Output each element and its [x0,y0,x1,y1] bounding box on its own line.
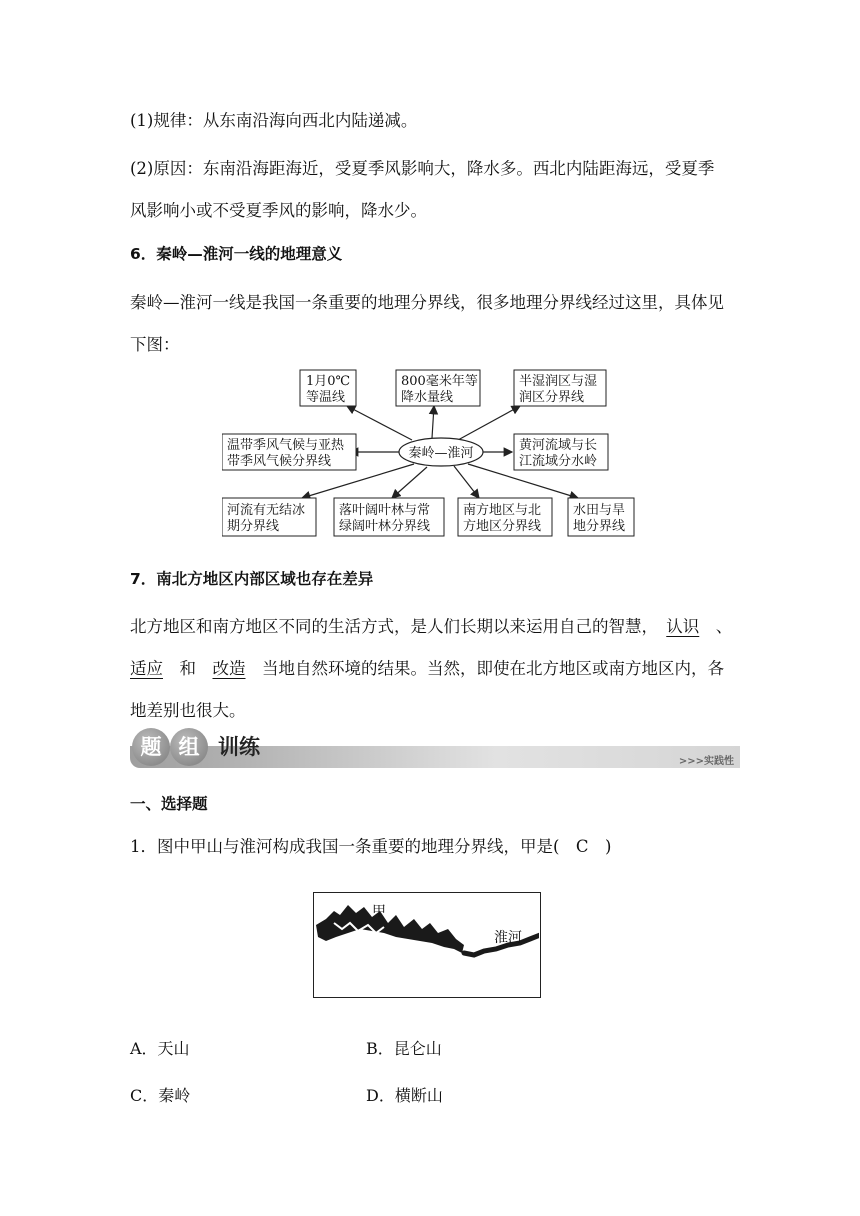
svg-text:800毫米年等: 800毫米年等 [401,374,478,389]
option-d[interactable]: D．横断山 [366,1086,443,1105]
banner-tag: >>>实践性 [678,756,734,767]
box-freezing [222,498,316,536]
svg-text:黄河流域与长: 黄河流域与长 [519,438,598,453]
svg-text:温带季风气候与亚热: 温带季风气候与亚热 [227,438,345,453]
svg-text:等温线: 等温线 [306,390,346,405]
exercise-type-heading: 一、选择题 [130,795,208,813]
rule-text: (1)规律：从东南沿海向西北内陆递减。 [130,111,418,130]
blank-recognize: 认识 [666,617,700,636]
banner-badge: 组 [170,728,208,766]
svg-text:水田与旱: 水田与旱 [573,503,626,518]
section7-heading: 7．南北方地区内部区域也存在差异 [130,570,374,588]
box-watershed [514,434,608,470]
box-precipitation [396,370,480,406]
blank-transform: 改造 [212,659,246,678]
blank-adapt: 适应 [130,659,163,678]
box-humidity [514,370,606,406]
box-region [458,498,552,536]
banner-badge: 题 [132,728,170,766]
box-forest [334,498,444,536]
center-label: 秦岭—淮河 [408,446,474,461]
boundary-diagram [222,364,642,540]
box-climate [222,434,356,470]
svg-text:润区分界线: 润区分界线 [519,390,585,405]
river-label: 淮河 [494,930,522,946]
svg-text:河流有无结冰: 河流有无结冰 [227,503,306,518]
mountain-label: 甲 [372,904,386,920]
box-isotherm [300,370,356,406]
section6-text: 秦岭—淮河一线是我国一条重要的地理分界线，很多地理分界线经过这里，具体见下图： [130,293,724,354]
svg-text:半湿润区与湿: 半湿润区与湿 [519,374,598,389]
section6-heading: 6．秦岭—淮河一线的地理意义 [130,245,343,263]
option-a[interactable]: A．天山 [130,1039,190,1058]
svg-text:1月0℃: 1月0℃ [306,374,351,389]
svg-text:南方地区与北: 南方地区与北 [463,503,542,518]
section-banner [130,724,740,770]
option-c[interactable]: C．秦岭 [130,1086,191,1105]
section7-text: 北方地区和南方地区不同的生活方式，是人们长期以来运用自己的智慧， 认识 、 适应 和 改造 当地自然环境的结果。当然，即使在北方地区或南方地区内，各地差别也很大。 [130,617,724,720]
svg-text:期分界线: 期分界线 [227,519,280,534]
svg-text:江流域分水岭: 江流域分水岭 [519,454,598,469]
banner-title: 训练 [218,735,260,759]
option-b[interactable]: B．昆仑山 [366,1039,442,1058]
reason-text: (2)原因：东南沿海距海近，受夏季风影响大，降水多。西北内陆距海远，受夏季风影响小或不受夏季风的影响，降水少。 [130,159,715,220]
question-map [313,892,541,998]
svg-text:方地区分界线: 方地区分界线 [463,519,542,534]
svg-text:绿阔叶林分界线: 绿阔叶林分界线 [339,519,431,534]
svg-text:地分界线: 地分界线 [573,519,626,534]
question-1: 1．图中甲山与淮河构成我国一条重要的地理分界线，甲是( C ) [130,837,612,856]
svg-text:降水量线: 降水量线 [401,390,454,405]
svg-text:落叶阔叶林与常: 落叶阔叶林与常 [339,503,431,518]
box-farmland [568,498,634,536]
svg-text:带季风气候分界线: 带季风气候分界线 [227,454,332,469]
